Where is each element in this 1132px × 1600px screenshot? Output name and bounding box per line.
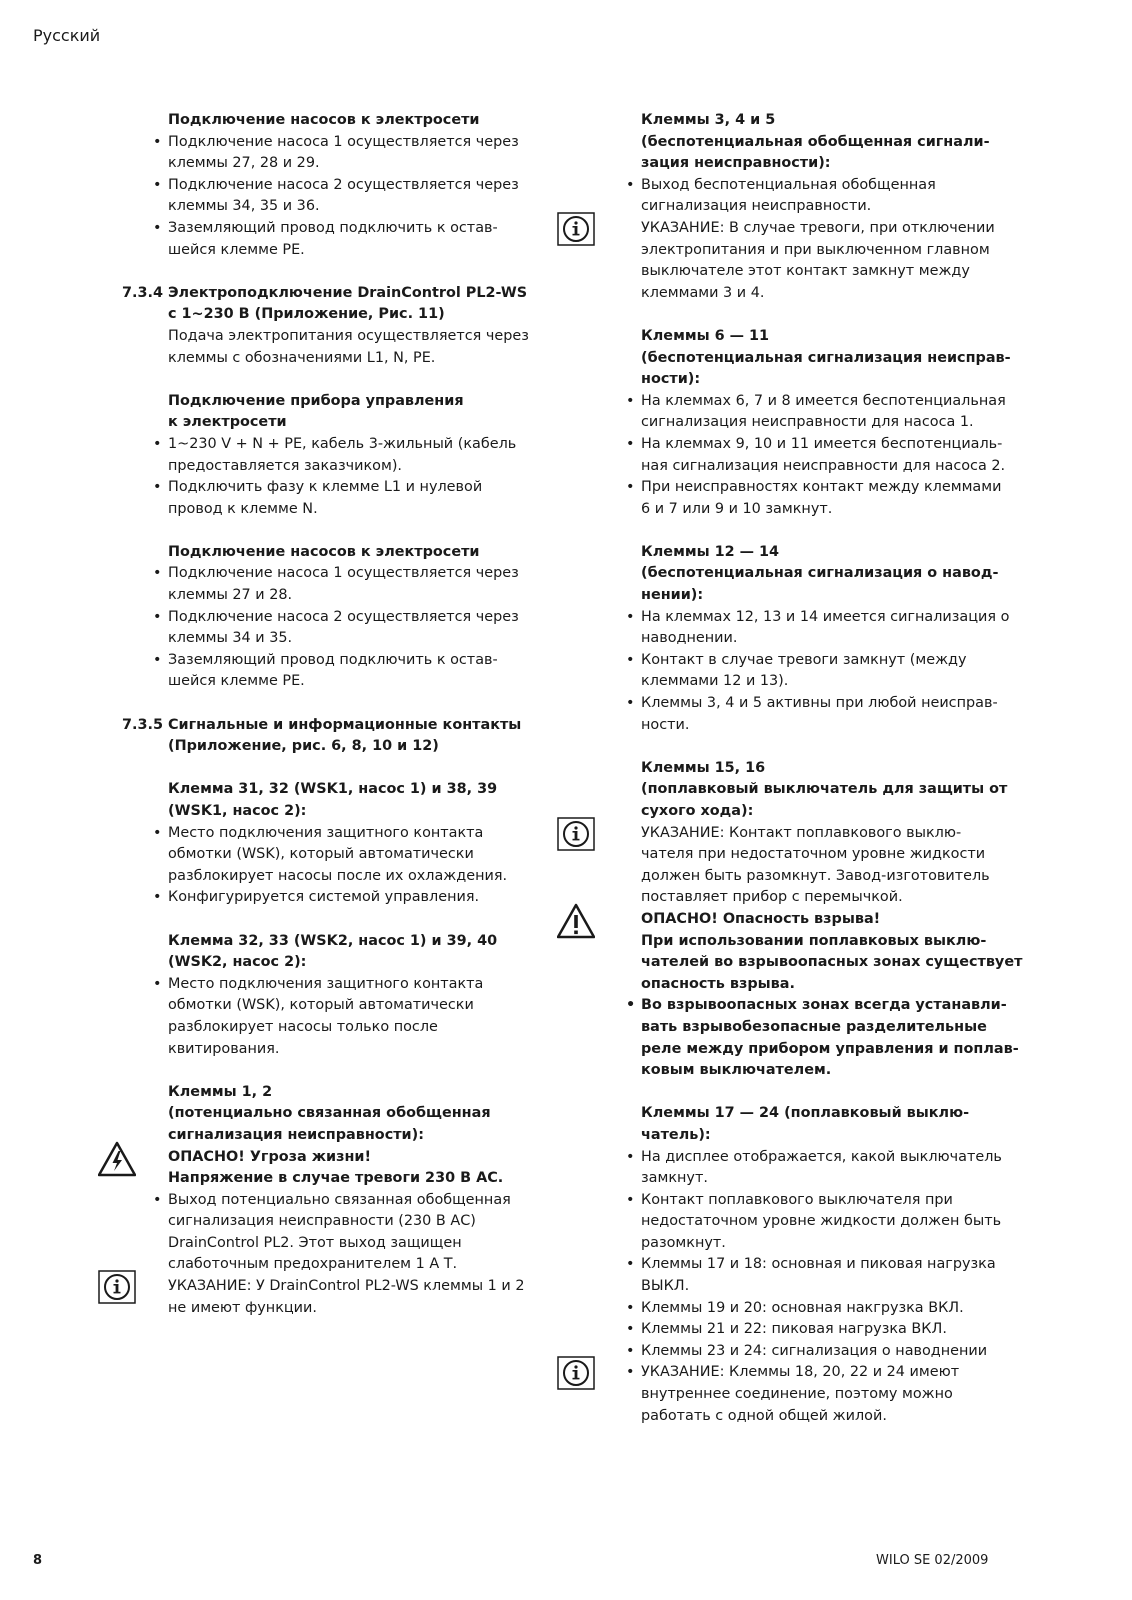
line-text: Выход потенциально связанная обобщенная — [168, 1191, 511, 1208]
bullet-mark: • — [153, 608, 162, 625]
heading-line — [641, 563, 1003, 585]
heading-line — [641, 326, 1003, 348]
bullet-mark: • — [626, 1342, 635, 1359]
heading-line — [122, 283, 528, 305]
text-line — [641, 1211, 1003, 1233]
bullet-line — [626, 434, 1003, 456]
paragraph-gap — [641, 736, 1003, 758]
line-text: Электроподключение DrainControl PL2-WS — [168, 284, 528, 301]
line-text: зация неисправности): — [641, 155, 831, 172]
line-text: квитирования. — [168, 1040, 280, 1057]
line-text: (WSK1, насос 2): — [168, 803, 307, 819]
line-text: клеммы 27, 28 и 29. — [168, 155, 320, 172]
line-text: работать с одной общей жилой. — [641, 1407, 887, 1424]
line-text: замкнут. — [641, 1170, 708, 1187]
bullet-mark: • — [153, 133, 162, 150]
line-text: Подключение прибора управления — [168, 392, 464, 409]
publisher-date: WILO SE 02/2009 — [876, 1553, 989, 1568]
bullet-line — [153, 650, 520, 672]
line-text: Клеммы 23 и 24: сигнализация о наводнении — [641, 1342, 988, 1359]
line-text: чателя при недостаточном уровне жидкости — [641, 846, 986, 863]
bullet-line — [153, 218, 520, 240]
heading-line — [168, 1125, 520, 1147]
heading-line — [641, 974, 1003, 996]
heading-line — [168, 1082, 520, 1104]
heading-line — [168, 736, 520, 758]
heading-line — [641, 1103, 1003, 1125]
heading-line — [168, 1147, 520, 1169]
line-text: Подключение насоса 2 осуществляется через — [168, 176, 519, 193]
paragraph-gap — [168, 261, 520, 283]
line-text: (Приложение, рис. 6, 8, 10 и 12) — [168, 738, 439, 755]
line-text: нении): — [641, 587, 704, 604]
text-line — [168, 1276, 525, 1298]
bullet-line — [153, 175, 520, 197]
line-text: На клеммах 9, 10 и 11 имеется беспотенциаль- — [641, 435, 1003, 452]
line-text: (беспотенциальная сигнализация о навод- — [641, 565, 999, 582]
line-text: клеммы с обозначениями L1, N, PE. — [168, 349, 436, 366]
bullet-line — [153, 887, 520, 909]
bullet-line — [626, 693, 1003, 715]
bullet-line — [626, 1254, 1003, 1276]
text-line — [168, 348, 520, 370]
line-text: сухого хода): — [641, 803, 754, 819]
line-text: клеммами 12 и 13). — [641, 673, 789, 690]
heading-line — [168, 391, 520, 413]
paragraph-gap — [168, 758, 520, 780]
text-line — [641, 499, 1003, 521]
text-line — [168, 499, 520, 521]
text-line — [168, 326, 529, 348]
text-line — [168, 153, 520, 175]
line-text: должен быть разомкнут. Завод-изготовитель — [641, 867, 990, 884]
text-line — [168, 456, 520, 478]
text-line — [641, 196, 1003, 218]
bullet-line — [626, 1190, 1003, 1212]
bullet-line — [626, 1298, 1003, 1320]
bullet-line — [626, 477, 1003, 499]
heading-line — [168, 952, 520, 974]
info-icon — [557, 1356, 595, 1392]
bullet-line — [153, 477, 520, 499]
text-line — [168, 844, 520, 866]
line-text: Место подключения защитного контакта — [168, 824, 484, 841]
heading-line — [168, 412, 520, 434]
text-line — [641, 218, 1003, 240]
line-text: Клемма 32, 33 (WSK2, насос 1) и 39, 40 — [168, 932, 498, 949]
line-text: недостаточном уровне жидкости должен быть — [641, 1213, 1002, 1230]
bullet-line — [626, 607, 1010, 629]
bullet-line — [153, 132, 520, 154]
line-text: провод к клемме N. — [168, 500, 318, 517]
heading-line — [641, 348, 1011, 370]
line-text: При неисправностях контакт между клеммами — [641, 479, 1002, 496]
text-line — [641, 823, 1003, 845]
line-text: Конфигурируется системой управления. — [168, 889, 480, 906]
bullet-line — [626, 1362, 1003, 1384]
line-text: Подключение насосов к электросети — [168, 543, 480, 560]
heading-line — [168, 304, 520, 326]
heading-line — [641, 110, 1003, 132]
line-text: На дисплее отображается, какой выключатель — [641, 1148, 1002, 1165]
line-text: предоставляется заказчиком). — [168, 457, 403, 474]
line-text: шейся клемме PE. — [168, 673, 305, 690]
bullet-line — [626, 1341, 1003, 1363]
heading-line — [641, 542, 1003, 564]
line-text: выключателе этот контакт замкнут между — [641, 263, 970, 280]
line-text: вать взрывобезопасные разделительные — [641, 1018, 987, 1035]
bullet-line — [153, 823, 520, 845]
line-text: обмотки (WSK), который автоматически — [168, 846, 474, 863]
line-text: сигнализация неисправности (230 В АС) — [168, 1213, 476, 1230]
line-text: Подача электропитания осуществляется через — [168, 327, 529, 344]
bullet-mark: • — [153, 435, 162, 452]
line-text: клеммы 34, 35 и 36. — [168, 198, 320, 215]
line-text: Клеммы 6 — 11 — [641, 327, 770, 344]
line-text: Клеммы 12 — 14 — [641, 543, 780, 560]
text-line — [641, 1276, 1003, 1298]
text-line — [641, 1233, 1003, 1255]
bullet-mark: • — [626, 695, 635, 712]
line-text: УКАЗАНИЕ: В случае тревоги, при отключении — [641, 219, 995, 236]
heading-line — [641, 1125, 1003, 1147]
line-text: ОПАСНО! Опасность взрыва! — [641, 910, 881, 927]
heading-line — [641, 758, 1003, 780]
line-text: Клемма 31, 32 (WSK1, насос 1) и 38, 39 — [168, 781, 498, 798]
text-line — [641, 715, 1003, 737]
line-text: Клеммы 15, 16 — [641, 759, 766, 776]
text-line — [168, 671, 520, 693]
heading-line — [641, 153, 1003, 175]
heading-line — [168, 1103, 520, 1125]
line-text: (беспотенциальная обобщенная сигнали- — [641, 133, 990, 150]
bullet-line — [626, 1147, 1003, 1169]
line-text: При использовании поплавковых выклю- — [641, 932, 987, 949]
bullet-mark: • — [626, 435, 635, 452]
text-line — [168, 628, 520, 650]
paragraph-gap — [168, 1060, 520, 1082]
bullet-mark: • — [626, 1321, 635, 1338]
line-text: Клеммы 3, 4 и 5 активны при любой неисправ- — [641, 695, 998, 712]
bullet-line — [153, 563, 520, 585]
line-text: ности. — [641, 716, 690, 733]
line-text: Клеммы 1, 2 — [168, 1083, 273, 1100]
paragraph-gap — [641, 1082, 1003, 1104]
line-text: поставляет прибор с перемычкой. — [641, 889, 903, 906]
heading-line — [641, 1060, 1003, 1082]
line-text: внутреннее соединение, поэтому можно — [641, 1386, 953, 1403]
text-line — [168, 866, 520, 888]
line-text: электропитания и при выключенном главном — [641, 241, 990, 258]
line-text: слаботочным предохранителем 1 А Т. — [168, 1256, 458, 1273]
line-text: Клеммы 21 и 22: пиковая нагрузка ВКЛ. — [641, 1321, 947, 1338]
line-text: Заземляющий провод подключить к остав- — [168, 651, 498, 668]
line-text: Выход беспотенциальная обобщенная — [641, 176, 936, 193]
heading-line — [641, 369, 1003, 391]
text-line — [641, 844, 1003, 866]
paragraph-gap — [641, 520, 1003, 542]
line-text: Сигнальные и информационные контакты — [168, 716, 522, 733]
line-text: к электросети — [168, 414, 287, 431]
bullet-mark: • — [153, 479, 162, 496]
text-line — [168, 1298, 520, 1320]
bullet-mark: • — [153, 219, 162, 236]
bullet-mark: • — [626, 479, 635, 496]
line-text: сигнализация неисправности): — [168, 1126, 424, 1143]
line-text: разблокирует насосы после их охлаждения. — [168, 867, 508, 884]
bullet-mark: • — [153, 565, 162, 582]
line-text: ности): — [641, 371, 701, 388]
text-line — [641, 671, 1003, 693]
line-text: чателей во взрывоопасных зонах существует — [641, 954, 1023, 971]
bullet-mark: • — [153, 975, 162, 992]
bullet-line — [626, 995, 1007, 1017]
bullet-mark: • — [626, 176, 635, 193]
line-text: с 1~230 В (Приложение, Рис. 11) — [168, 306, 445, 323]
right-column — [626, 110, 1023, 1427]
warning-explosion-icon — [557, 903, 595, 939]
line-text: наводнении. — [641, 630, 738, 647]
line-text: Во взрывоопасных зонах всегда устанавли- — [641, 997, 1007, 1014]
section-number: 7.3.5 — [122, 716, 163, 733]
line-text: чатель): — [641, 1126, 711, 1143]
line-text: (WSK2, насос 2): — [168, 954, 307, 971]
bullet-mark: • — [626, 651, 635, 668]
heading-line — [641, 132, 1003, 154]
line-text: клеммами 3 и 4. — [641, 284, 765, 301]
line-text: ВЫКЛ. — [641, 1278, 690, 1295]
text-line — [168, 196, 520, 218]
section-number: 7.3.4 — [122, 284, 163, 301]
text-line — [641, 261, 1003, 283]
line-text: шейся клемме PE. — [168, 241, 305, 258]
line-text: Подключение насосов к электросети — [168, 112, 480, 128]
line-text: (беспотенциальная сигнализация неисправ- — [641, 349, 1011, 366]
line-text: разомкнут. — [641, 1234, 726, 1251]
text-line — [641, 1168, 1003, 1190]
bullet-mark: • — [626, 1148, 635, 1165]
line-text: сигнализация неисправности. — [641, 198, 872, 215]
line-text: Место подключения защитного контакта — [168, 975, 484, 992]
text-line — [641, 456, 1006, 478]
heading-line — [168, 1168, 520, 1190]
paragraph-gap — [168, 369, 520, 391]
line-text: не имеют функции. — [168, 1299, 317, 1316]
heading-line — [168, 931, 520, 953]
text-line — [641, 283, 1003, 305]
heading-line — [641, 1017, 1003, 1039]
line-text: сигнализация неисправности для насоса 1. — [641, 414, 974, 431]
text-line — [641, 1406, 1003, 1428]
paragraph-gap — [168, 520, 520, 542]
text-line — [641, 628, 1003, 650]
line-text: УКАЗАНИЕ: Клеммы 18, 20, 22 и 24 имеют — [641, 1364, 960, 1381]
line-text: Клеммы 19 и 20: основная накгрузка ВКЛ. — [641, 1299, 964, 1316]
line-text: ная сигнализация неисправности для насоса 2. — [641, 457, 1006, 474]
left-column — [122, 110, 529, 1319]
line-text: На клеммах 12, 13 и 14 имеется сигнализация о — [641, 608, 1010, 625]
line-text: УКАЗАНИЕ: Контакт поплавкового выклю- — [641, 824, 962, 841]
text-line — [168, 1017, 520, 1039]
heading-line — [641, 931, 1003, 953]
line-text: Заземляющий провод подключить к остав- — [168, 219, 498, 236]
bullet-mark: • — [626, 392, 635, 409]
bullet-line — [626, 650, 1003, 672]
line-text: Подключение насоса 1 осуществляется через — [168, 133, 519, 150]
bullet-line — [626, 175, 1003, 197]
bullet-line — [626, 1319, 1003, 1341]
text-line — [168, 1254, 520, 1276]
line-text: DrainControl PL2. Этот выход защищен — [168, 1234, 462, 1251]
line-text: Контакт в случае тревоги замкнут (между — [641, 651, 967, 668]
line-text: Клеммы 3, 4 и 5 — [641, 112, 776, 128]
info-icon — [557, 212, 595, 248]
line-text: 1~230 V + N + PE, кабель 3-жильный (кабель — [168, 435, 517, 452]
info-icon — [98, 1270, 136, 1306]
line-text: Подключить фазу к клемме L1 и нулевой — [168, 479, 483, 496]
line-text: (поплавковый выключатель для защиты от — [641, 781, 1008, 798]
text-line — [168, 995, 520, 1017]
line-text: На клеммах 6, 7 и 8 имеется беспотенциальная — [641, 392, 1006, 409]
heading-line — [641, 1039, 1019, 1061]
bullet-mark: • — [626, 1299, 635, 1316]
bullet-mark: • — [153, 176, 162, 193]
heading-line — [168, 110, 520, 132]
bullet-mark: • — [153, 1191, 162, 1208]
bullet-line — [153, 607, 520, 629]
text-line — [641, 1384, 1003, 1406]
line-text: ковым выключателем. — [641, 1062, 832, 1079]
bullet-mark: • — [626, 997, 636, 1014]
bullet-mark: • — [153, 651, 162, 668]
line-text: Клеммы 17 — 24 (поплавковый выклю- — [641, 1105, 970, 1122]
heading-line — [641, 952, 1023, 974]
line-text: Контакт поплавкового выключателя при — [641, 1191, 953, 1208]
bullet-mark: • — [626, 608, 635, 625]
line-text: разблокирует насосы только после — [168, 1018, 438, 1035]
paragraph-gap — [168, 693, 520, 715]
bullet-mark: • — [626, 1364, 635, 1381]
heading-line — [641, 585, 1003, 607]
bullet-mark: • — [626, 1191, 635, 1208]
text-line — [168, 1039, 520, 1061]
bullet-line — [626, 391, 1006, 413]
line-text: клеммы 27 и 28. — [168, 587, 293, 604]
bullet-mark: • — [153, 824, 162, 841]
text-line — [641, 412, 1003, 434]
line-text: (потенциально связанная обобщенная — [168, 1105, 491, 1122]
text-line — [168, 1233, 520, 1255]
text-line — [641, 240, 1003, 262]
line-text: Подключение насоса 1 осуществляется через — [168, 565, 519, 582]
heading-line — [122, 715, 522, 737]
line-text: Клеммы 17 и 18: основная и пиковая нагрузка — [641, 1256, 996, 1273]
bullet-line — [153, 434, 520, 456]
text-line — [168, 1211, 520, 1233]
heading-line — [641, 779, 1008, 801]
line-text: Напряжение в случае тревоги 230 В АС. — [168, 1170, 504, 1187]
heading-line — [641, 909, 1003, 931]
heading-line — [641, 801, 1003, 823]
bullet-line — [153, 1190, 520, 1212]
line-text: опасность взрыва. — [641, 975, 795, 992]
info-icon — [557, 817, 595, 853]
line-text: обмотки (WSK), который автоматически — [168, 997, 474, 1014]
text-line — [641, 887, 1003, 909]
paragraph-gap — [641, 304, 1003, 326]
paragraph-gap — [168, 909, 520, 931]
heading-line — [168, 801, 520, 823]
page-language-label: Русский — [33, 26, 101, 45]
text-line — [641, 866, 1003, 888]
text-line — [168, 240, 520, 262]
text-line — [168, 585, 520, 607]
bullet-mark: • — [153, 889, 162, 906]
heading-line — [168, 779, 520, 801]
line-text: 6 и 7 или 9 и 10 замкнут. — [641, 500, 833, 517]
electrical-hazard-icon — [98, 1141, 136, 1177]
page-number: 8 — [33, 1553, 43, 1568]
heading-line — [168, 542, 520, 564]
line-text: реле между прибором управления и поплав- — [641, 1040, 1019, 1057]
line-text: ОПАСНО! Угроза жизни! — [168, 1148, 372, 1165]
bullet-mark: • — [626, 1256, 635, 1273]
line-text: клеммы 34 и 35. — [168, 630, 293, 647]
line-text: УКАЗАНИЕ: У DrainControl PL2-WS клеммы 1 и 2 — [168, 1278, 525, 1295]
bullet-line — [153, 974, 520, 996]
line-text: Подключение насоса 2 осуществляется через — [168, 608, 519, 625]
